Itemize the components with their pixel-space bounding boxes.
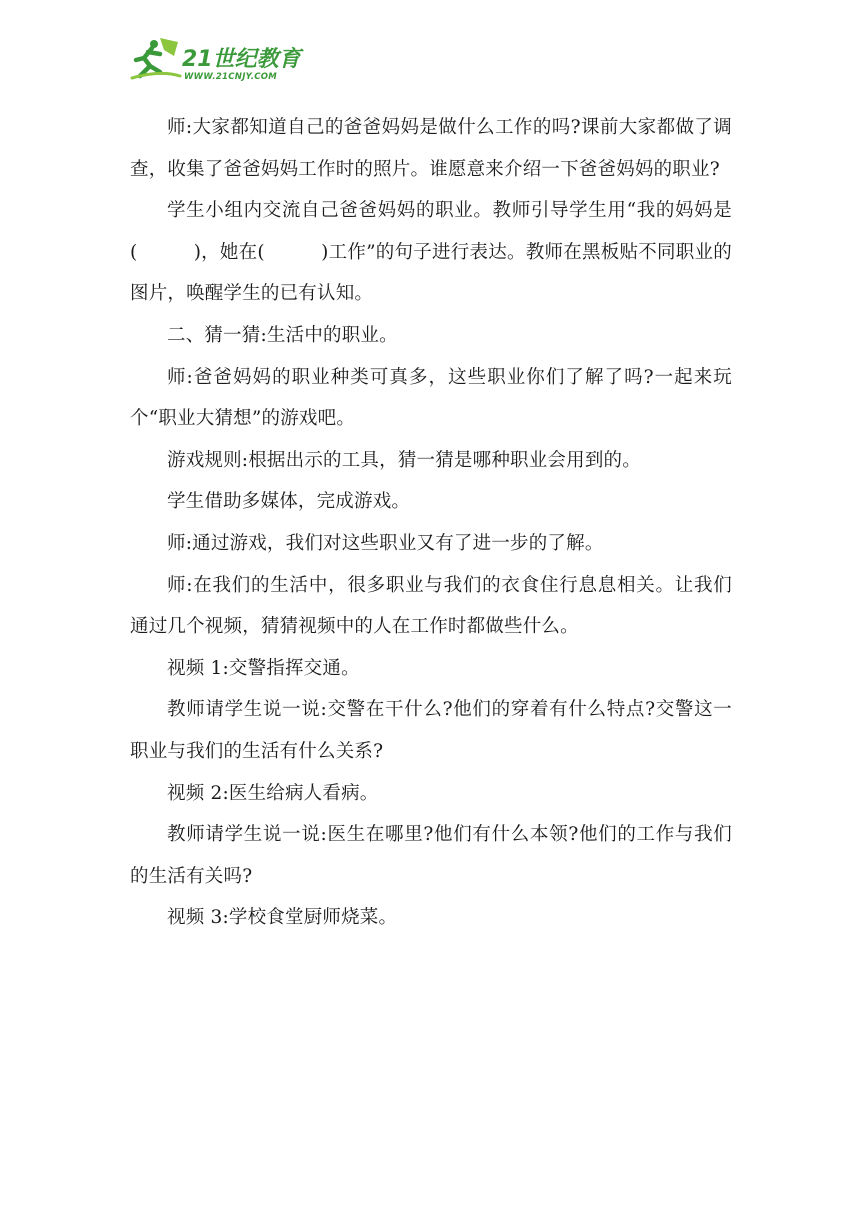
paragraph: 师:在我们的生活中，很多职业与我们的衣食住行息息相关。让我们通过几个视频，猜猜视频中的人在工作时都做些什么。 — [130, 574, 732, 638]
paragraph: 学生小组内交流自己爸爸妈妈的职业。教师引导学生用“我的妈妈是( )，她在( )工作”的句子进行表达。教师在黑板贴不同职业的图片，唤醒学生的已有认知。 — [130, 200, 732, 305]
paragraph: 视频 2:医生给病人看病。 — [167, 782, 379, 804]
paragraph: 师:爸爸妈妈的职业种类可真多，这些职业你们了解了吗?一起来玩个“职业大猜想”的游戏吧。 — [130, 366, 732, 430]
document-body — [130, 107, 732, 939]
logo-url: WWW.21CNJY.COM — [184, 72, 278, 82]
paragraph: 视频 1:交警指挥交通。 — [167, 657, 360, 679]
paragraph: 学生借助多媒体，完成游戏。 — [167, 491, 411, 513]
paragraph: 视频 3:学校食堂厨师烧菜。 — [167, 907, 398, 929]
paragraph: 教师请学生说一说:交警在干什么?他们的穿着有什么特点?交警这一职业与我们的生活有什么关系? — [130, 699, 732, 762]
paragraph: 师:大家都知道自己的爸爸妈妈是做什么工作的吗?课前大家都做了调查，收集了爸爸妈妈工作时的照片。谁愿意来介绍一下爸爸妈妈的职业? — [130, 117, 732, 180]
paragraph: 游戏规则:根据出示的工具，猜一猜是哪种职业会用到的。 — [167, 449, 641, 471]
paragraph: 师:通过游戏，我们对这些职业又有了进一步的了解。 — [167, 532, 604, 554]
logo-text: 21世纪教育 — [182, 47, 301, 72]
site-logo — [130, 36, 330, 82]
section-heading: 二、猜一猜:生活中的职业。 — [167, 324, 398, 346]
runner-icon — [132, 38, 180, 78]
page-header — [130, 36, 330, 82]
paragraph: 教师请学生说一说:医生在哪里?他们有什么本领?他们的工作与我们的生活有关吗? — [130, 824, 732, 887]
